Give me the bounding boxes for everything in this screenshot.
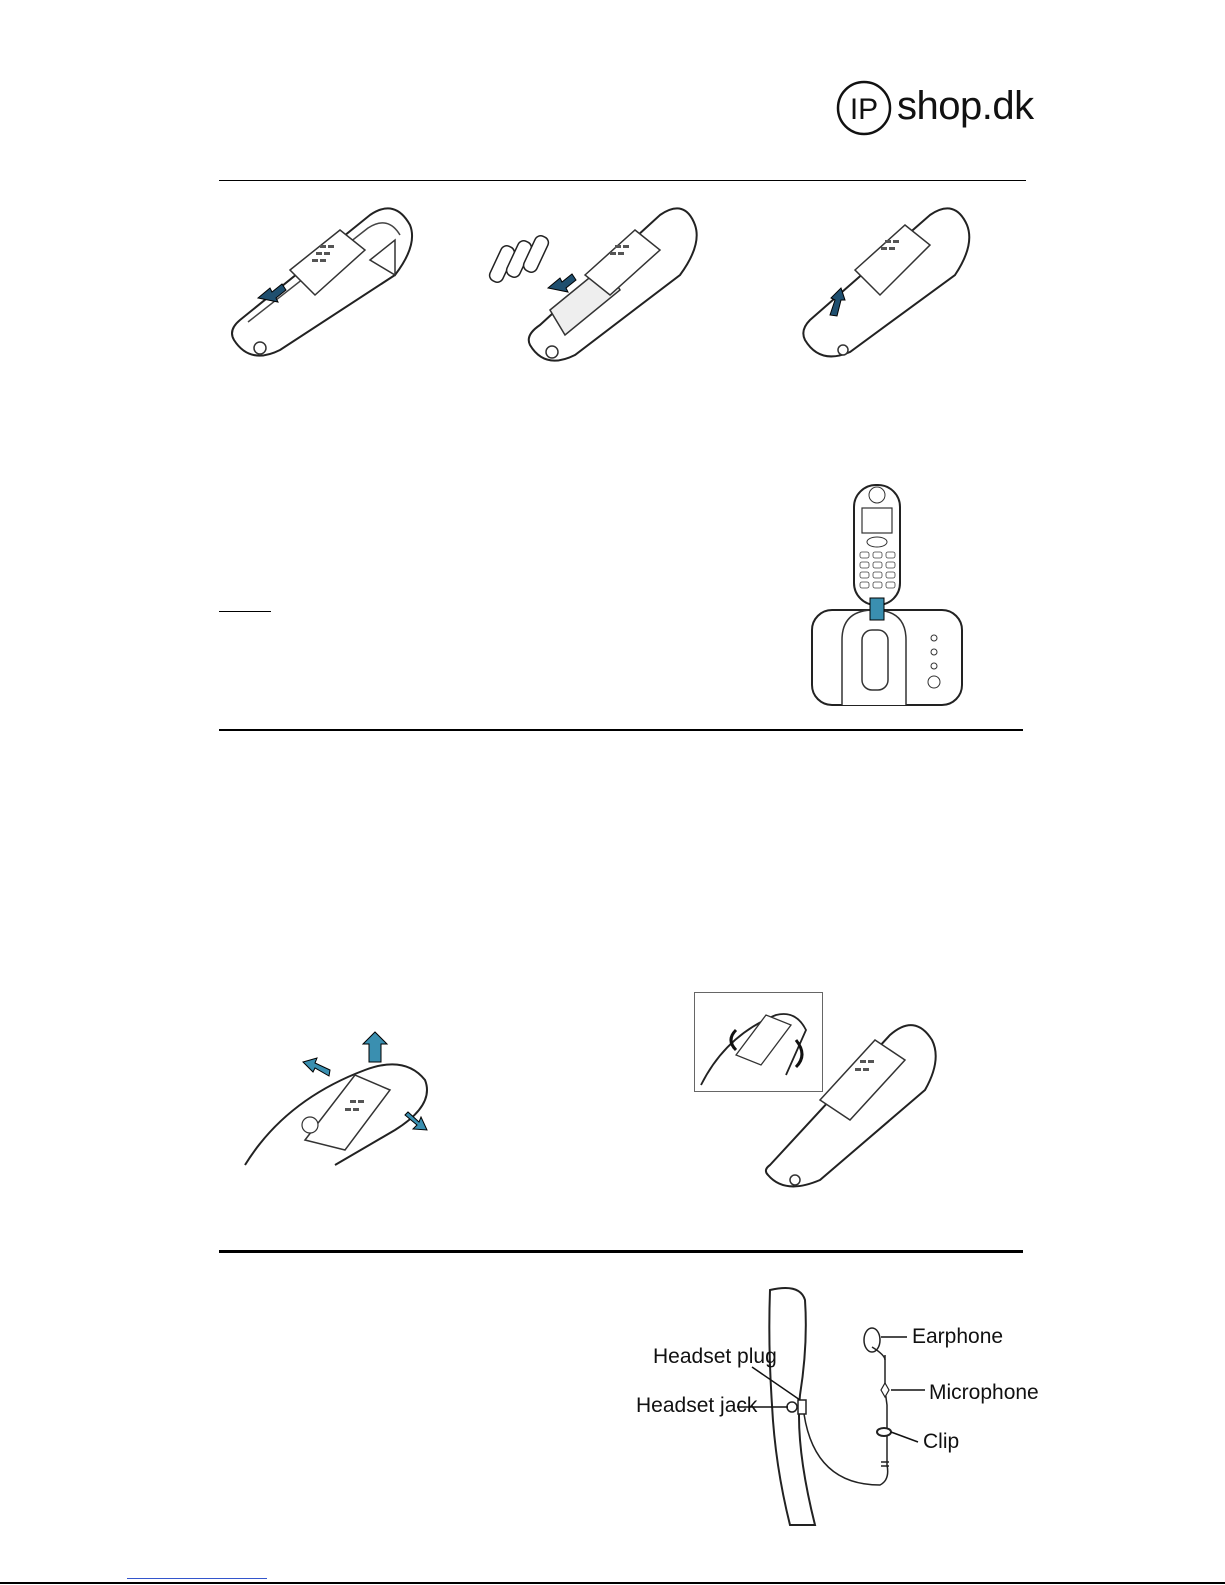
section-divider-middle bbox=[219, 729, 1023, 731]
belt-clip-attach-illustration bbox=[760, 1015, 945, 1190]
label-microphone: Microphone bbox=[929, 1381, 1039, 1404]
belt-clip-removal-illustration bbox=[245, 1030, 445, 1170]
handset-cover-close-illustration bbox=[795, 200, 980, 360]
footer-link-underline[interactable] bbox=[127, 1578, 267, 1579]
label-earphone: Earphone bbox=[912, 1325, 1004, 1348]
handset-base-charger-illustration bbox=[812, 480, 967, 710]
handset-batteries-illustration bbox=[490, 200, 700, 365]
section-divider-top bbox=[219, 180, 1026, 181]
handset-cover-open-illustration bbox=[220, 200, 420, 360]
footer-divider bbox=[0, 1582, 1225, 1584]
label-clip: Clip bbox=[923, 1430, 960, 1453]
note-underline bbox=[219, 611, 271, 612]
logo-text: shop.dk bbox=[897, 84, 1034, 128]
logo-ip-circle bbox=[836, 80, 892, 136]
headset-connection-diagram bbox=[760, 1285, 940, 1530]
label-headset-plug: Headset plug bbox=[653, 1345, 777, 1368]
section-divider-lower bbox=[219, 1250, 1023, 1253]
logo-ip-letters: IP bbox=[849, 93, 879, 126]
label-headset-jack: Headset jack bbox=[636, 1394, 758, 1417]
